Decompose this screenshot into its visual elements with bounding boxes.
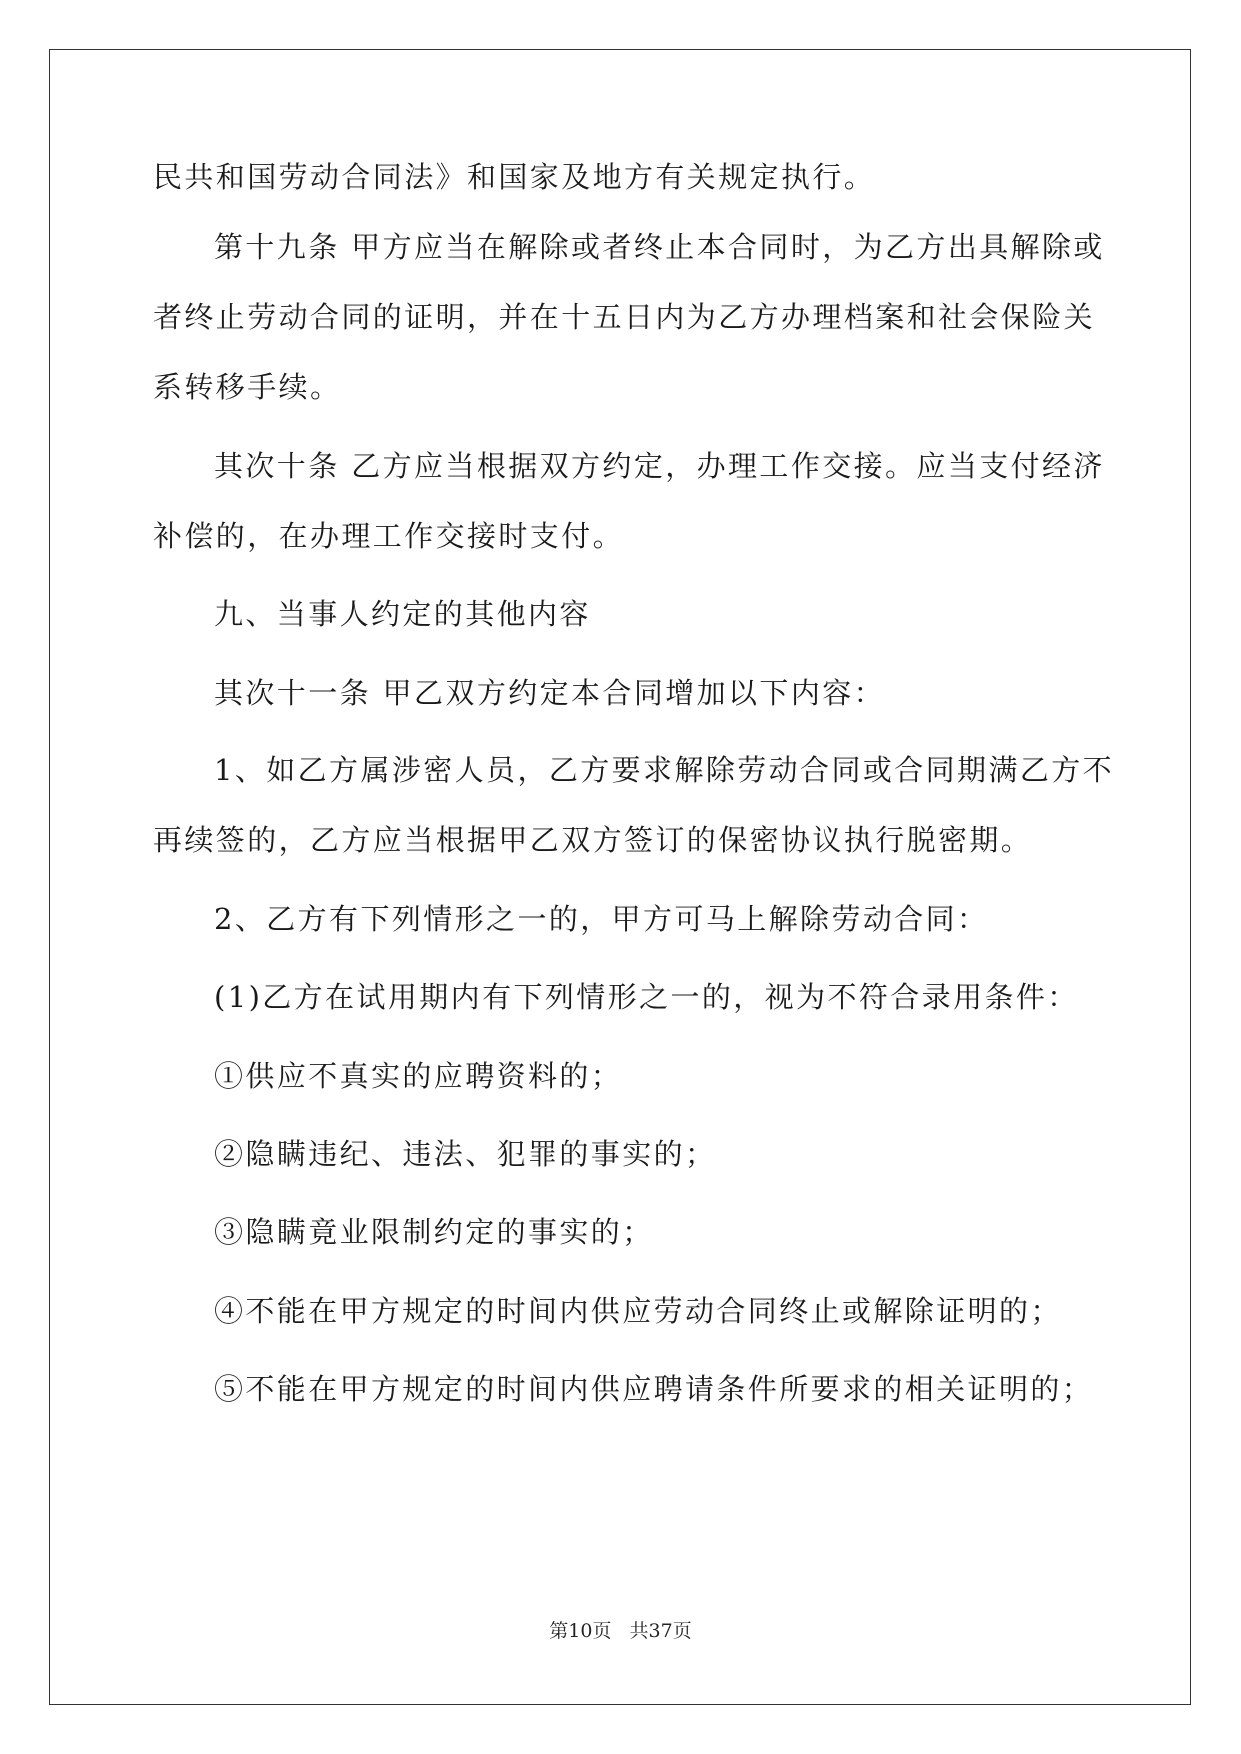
text-line: 第十九条 甲方应当在解除或者终止本合同时，为乙方出具解除或 [214, 230, 1105, 264]
text-line: 民共和国劳动合同法》和国家及地方有关规定执行。 [153, 160, 876, 194]
text-line: 其次十条 乙方应当根据双方约定，办理工作交接。应当支付经济 [214, 449, 1105, 483]
text-line: ②隐瞒违纪、违法、犯罪的事实的； [214, 1137, 717, 1171]
page-footer [0, 1618, 1241, 1644]
text-line: 系转移手续。 [153, 370, 342, 404]
page-number: 第10页 [549, 1620, 612, 1642]
text-line: 补偿的，在办理工作交接时支付。 [153, 519, 625, 553]
text-line: (1)乙方在试用期内有下列情形之一的，视为不符合录用条件： [214, 980, 1079, 1014]
text-line: 其次十一条 甲乙双方约定本合同增加以下内容： [214, 676, 886, 710]
text-line: 1、如乙方属涉密人员，乙方要求解除劳动合同或合同期满乙方不 [214, 753, 1115, 787]
text-line: ④不能在甲方规定的时间内供应劳动合同终止或解除证明的； [214, 1294, 1062, 1328]
text-line: 者终止劳动合同的证明，并在十五日内为乙方办理档案和社会保险关 [153, 300, 1096, 334]
text-line: 九、当事人约定的其他内容 [214, 597, 591, 631]
total-pages: 共37页 [629, 1620, 692, 1642]
text-line: 再续签的，乙方应当根据甲乙双方签订的保密协议执行脱密期。 [153, 823, 1033, 857]
text-line: 2、乙方有下列情形之一的，甲方可马上解除劳动合同： [214, 902, 989, 936]
text-line: ⑤不能在甲方规定的时间内供应聘请条件所要求的相关证明的； [214, 1372, 1094, 1406]
text-line: ①供应不真实的应聘资料的； [214, 1059, 623, 1093]
text-line: ③隐瞒竟业限制约定的事实的； [214, 1215, 654, 1249]
